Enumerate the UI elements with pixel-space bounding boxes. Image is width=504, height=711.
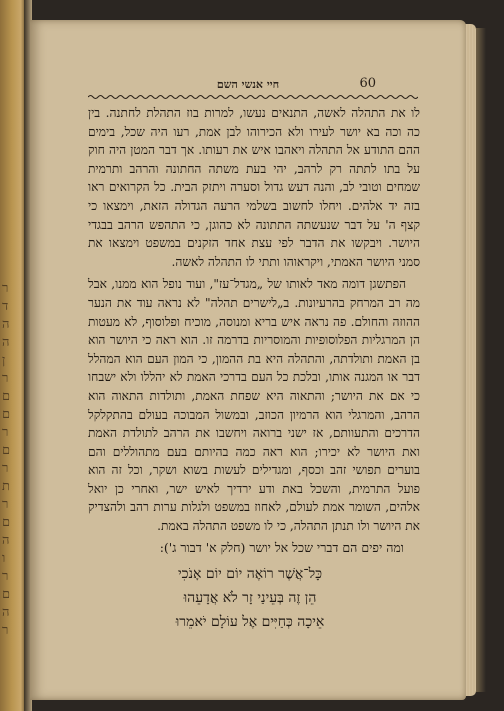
verse-line-2: הֵן זֶה בְּעֵינַי זָר לֹא אֲדָעֵהוּ bbox=[183, 590, 317, 606]
ornamental-rule bbox=[88, 94, 418, 100]
left-page-fragment: ר bbox=[2, 461, 9, 476]
page-number: 60 bbox=[359, 76, 376, 91]
verse-line-3: אֵיכָה כְּחַיִּים אֶל עוֹלָם יֹאמֵרוּ bbox=[175, 614, 325, 630]
left-page-fragment: ו bbox=[2, 551, 6, 566]
paragraph-2: הפתשגן דומה מאד לאותו של „מגדל־עז", ועוד נופל הוא ממנו, אבל מה רב המרחק בהרעיונות. ב„לישרים תהלה" לא נראה עוד את הנער ההוזה והחולם. פה נראה איש בריא ומנוסה, מוכיח ופלוסוף, לא מעטות הן המרגליות הפלוסופיות והמוסריות בדרמה זו. הוא ראה כי היושר הוא בן האמת ותולדתה, והתהלה היא בת ההמון, כי המון העם הוא המהלל דבר או המגנה אותו, ובלכת כל העם בדרכי האמת לא יהללו ולא ישבחו כי אם את היושר; והתאוה היא שפחת האמת, ותולדות התאוה הוא הרהב, והמרגלי הוא הרמיון הכוזב, ובמשול המבוכה בעולם בהתקלקל הדרכים והתעוותם, אז ישני ברואה ויחשבו את הרהב לתולדת האמת ואת היושר לא יכירו; הוא ראה כמה בהיותם בעם מתהוללים והם בוערים תפושי זהב וכסף, ומגדילים לעשות בשוא ושקר, וכל זה הוא פועל התרמית, והשכל באת ודע ירדיך לאיש ישר, ואחרי כן יואל אלהים, השומר אמת לעולם, לאחוז במשפט ולגלות ערות רהב ולהצדיק את היושר ולו תנתן התהלה, כי לו משפט התהלה באמת. bbox=[88, 277, 420, 534]
left-page-fragment: ר bbox=[2, 281, 9, 296]
left-page-fragment: ם bbox=[2, 389, 11, 404]
left-page-fragment: ר bbox=[2, 569, 9, 584]
quote-intro: ומה יפים הם דברי שכל אל יושר (חלק א' דבור ג'): bbox=[159, 540, 404, 555]
left-page-fragment: ת bbox=[2, 479, 10, 494]
page-header bbox=[30, 76, 466, 94]
running-title: חיי אנשי השם bbox=[216, 78, 280, 91]
left-page-fragment: ה bbox=[2, 605, 10, 620]
left-page-fragments bbox=[2, 280, 22, 640]
left-page-fragment: ר bbox=[2, 623, 9, 638]
left-page-fragment: ה bbox=[2, 335, 10, 350]
book-page bbox=[30, 20, 466, 700]
body-text bbox=[88, 104, 420, 536]
verse-line-1: כָּל־אֲשֶׁר רוֹאֶה יוֹם יוֹם אָנֹכִי bbox=[177, 566, 323, 582]
left-page-fragment: ן bbox=[2, 353, 6, 368]
left-page-fragment: ם bbox=[2, 443, 11, 458]
left-page-fragment: ה bbox=[2, 533, 10, 548]
left-page-fragment: ם bbox=[2, 587, 11, 602]
left-page-fragment: ר bbox=[2, 425, 9, 440]
left-page-fragment: ה bbox=[2, 317, 10, 332]
paragraph-1: לו את התהלה לאשה, התנאים נעשו, למרות בוז התהלת לחתנה. בין כה וכה בא יושר לעירו ולא הכירוהו לבן אמת, רעו היה שכל, בימים ההם התודע אל התהלה ויאהבו איש את רעותו. אך דבר המטן היה חוק על בתו לתתה רק לרהב, יהי בעת משתה החתונה והרהב ותרמית שמחים וטובי לב, והנה דעש גדול וסערה ויתזק הבית. כל הקרואים ראו בזה יד אלהים. ויחלו לחשוב בשלמי הרעה הגדולה הזאת, וימצאו כי קצף ה' על דבר שנעשתה התתונה לא כהוגן, כי התהפש הרהב בבגדי היושר. ויבקשו את הדבר לפי עצת אחד הזקנים במשפט וימצאו את סמני היושר האמתי, ויקראוהו ותתי לו התהלה לאשה. bbox=[88, 106, 420, 269]
left-page-edge bbox=[0, 0, 26, 711]
left-page-fragment: ר bbox=[2, 497, 9, 512]
left-page-fragment: ד bbox=[2, 299, 9, 314]
left-page-fragment: ם bbox=[2, 407, 11, 422]
left-page-fragment: ם bbox=[2, 515, 11, 530]
edge-shadow bbox=[476, 28, 486, 692]
left-page-fragment: ר bbox=[2, 371, 9, 386]
